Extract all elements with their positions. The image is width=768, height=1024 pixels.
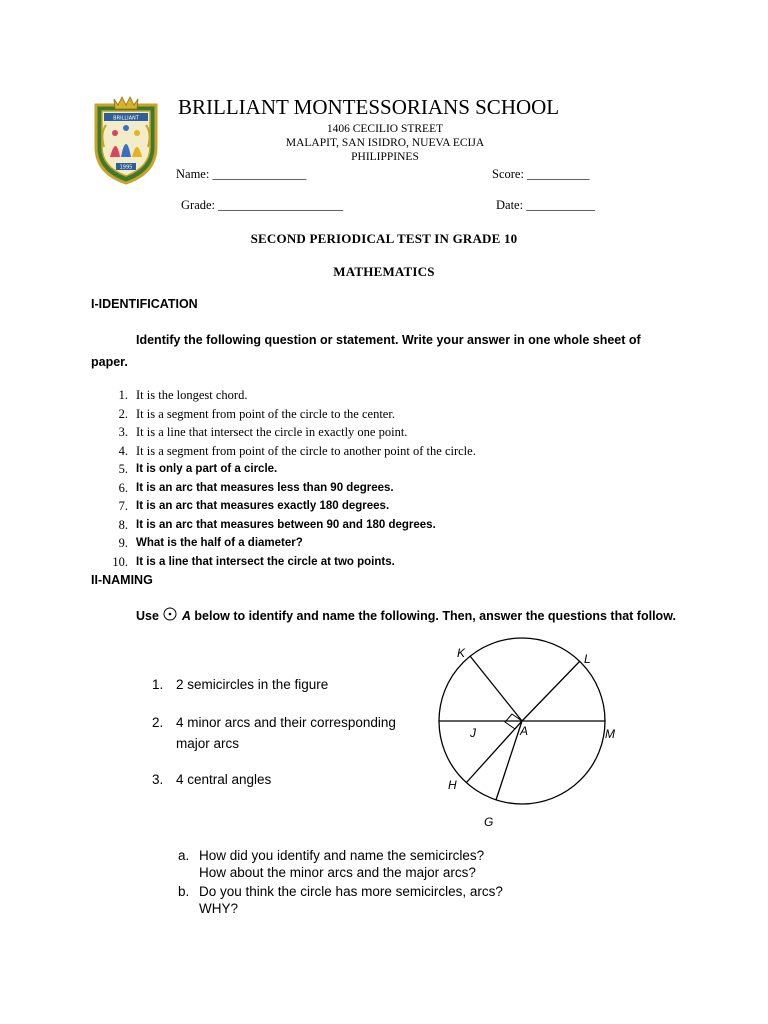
identification-heading: I-IDENTIFICATION [91,297,198,311]
item-text: major arcs [176,736,240,751]
test-title: SECOND PERIODICAL TEST IN GRADE 10 [250,231,518,246]
point-label-a: A [520,724,529,738]
item-text: It is an arc that measures exactly 180 degrees. [136,500,390,512]
instruction-pre: Use [136,609,159,623]
identification-instruction: Identify the following question or statement. Write your answer in one whole sheet of paper. [91,333,641,369]
question-line1: How did you identify and name the semicircles? [199,848,485,863]
question-letter: a. [178,848,190,863]
point-label-g: G [484,815,494,829]
item-text: It is a line that intersect the circle in exactly one point. [136,425,408,439]
school-crest-icon [90,95,162,185]
item-text: 2 semicircles in the figure [176,677,329,692]
address-city: MALAPIT, SAN ISIDRO, NUEVA ECIJA [285,137,485,149]
item-number: 1. [118,388,128,402]
point-label-l: L [584,652,591,666]
segment-ag [496,721,522,800]
identification-list [91,386,651,571]
question-line2: WHY? [199,901,239,916]
item-number: 8. [118,517,128,532]
item-number: 4. [118,443,128,458]
item-number: 3. [152,772,164,787]
item-text: What is the half of a diameter? [136,537,303,549]
school-name: BRILLIANT MONTESSORIANS SCHOOL [178,95,560,119]
naming-instruction [136,607,676,623]
segment-ak [470,656,522,721]
logo-banner-text: BRILLIANT [113,115,139,122]
item-text: It is an arc that measures less than 90 degrees. [136,481,394,494]
address-country: PHILIPPINES [351,151,419,163]
item-number: 2. [118,406,128,421]
item-text: It is only a part of a circle. [136,463,278,475]
name-field[interactable]: Name: _______________ [176,167,307,181]
instruction-var: A [181,609,191,623]
subject-title: MATHEMATICS [333,264,435,279]
list-item [91,479,651,498]
instruction-post: below to identify and name the following. Then, answer the questions that follow. [194,609,676,623]
item-number: 5. [118,462,128,476]
naming-heading: II-NAMING [91,573,153,587]
list-item [91,442,651,461]
item-number: 9. [118,536,128,550]
logo-year-text: 1995 [119,164,133,171]
item-number: 6. [118,480,128,495]
list-item [91,460,651,479]
item-text: It is the longest chord. [136,388,248,402]
list-item [91,497,651,516]
list-item [91,516,651,535]
score-field[interactable]: Score: __________ [492,167,590,181]
grade-field[interactable]: Grade: ____________________ [181,198,344,212]
circle-dot-icon [163,607,177,621]
item-text: 4 minor arcs and their corresponding [176,715,396,730]
list-item [91,553,651,572]
question-letter: b. [178,884,190,899]
list-item [91,386,651,405]
point-label-h: H [448,778,457,792]
question-line1: Do you think the circle has more semicircles, arcs? [199,884,503,899]
point-label-m: M [605,727,615,741]
item-text: It is an arc that measures between 90 and 180 degrees. [136,518,436,531]
list-item [91,534,651,553]
point-label-j: J [470,726,476,740]
segment-al [522,661,580,721]
list-item [91,423,651,442]
item-text: It is a line that intersect the circle at two points. [136,555,395,568]
item-number: 10. [112,554,128,569]
item-number: 1. [152,677,164,692]
circle-figure [420,630,640,840]
item-number: 7. [118,499,128,513]
list-item [91,405,651,424]
question-line2: How about the minor arcs and the major arcs? [199,865,476,880]
item-text: It is a segment from point of the circle to another point of the circle. [136,443,476,458]
item-text: It is a segment from point of the circle to the center. [136,406,395,421]
item-text: 4 central angles [176,772,272,787]
point-label-k: K [457,646,466,660]
school-logo [90,95,162,185]
item-number: 3. [118,425,128,439]
date-field[interactable]: Date: ___________ [496,198,595,212]
address-street: 1406 CECILIO STREET [326,123,444,135]
item-number: 2. [152,715,164,730]
